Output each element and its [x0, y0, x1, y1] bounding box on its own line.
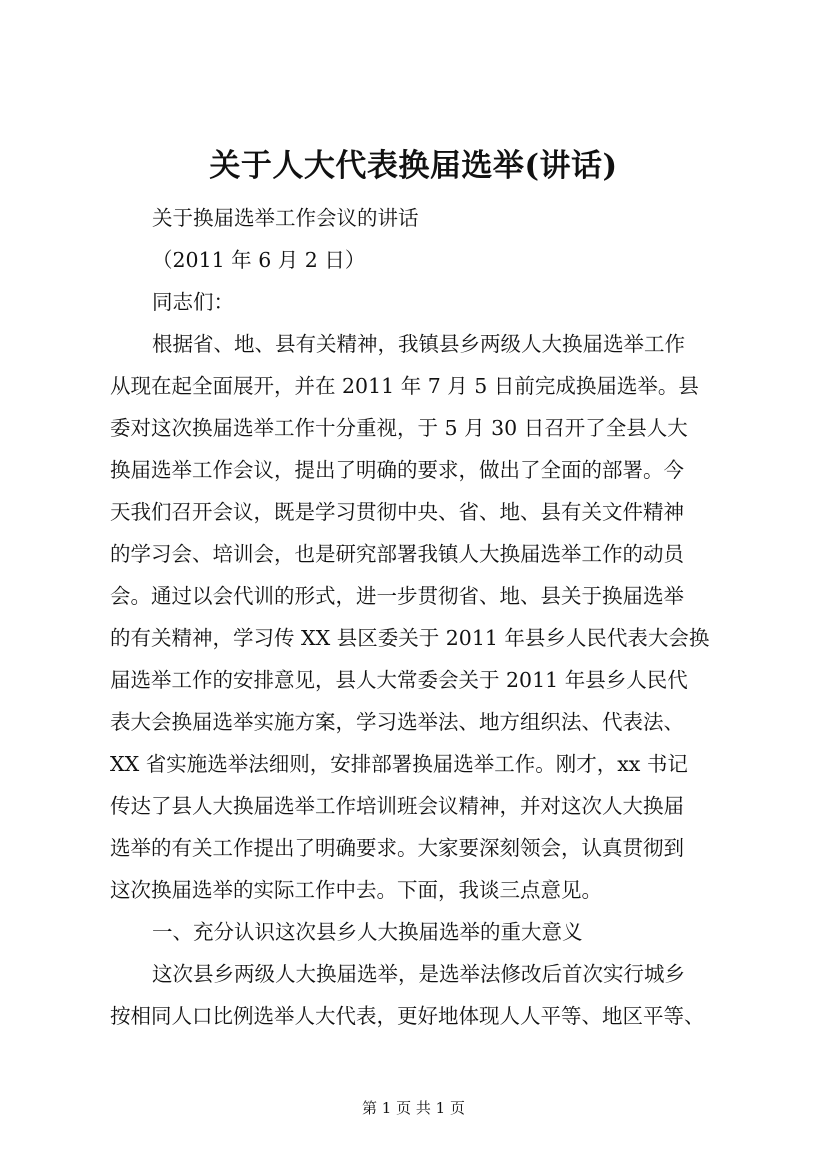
text-line: 同志们：	[152, 290, 234, 314]
document-body	[110, 197, 722, 1037]
text-line: 的有关精神，学习传 XX 县区委关于 2011 年县乡人民代表大会换	[110, 626, 710, 650]
text-line: 这次换届选举的实际工作中去。下面，我谈三点意见。	[110, 878, 602, 902]
text-line: 选举的有关工作提出了明确要求。大家要深刻领会，认真贯彻到	[110, 836, 684, 860]
text-line: 表大会换届选举实施方案，学习选举法、地方组织法、代表法、	[110, 710, 684, 734]
document-title: 关于人大代表换届选举(讲话)	[209, 148, 618, 184]
text-line: （2011 年 6 月 2 日）	[152, 248, 366, 272]
text-line: 根据省、地、县有关精神，我镇县乡两级人大换届选举工作	[152, 332, 685, 356]
page-footer: 第 1 页 共 1 页	[362, 1099, 465, 1117]
text-line: 一、充分认识这次县乡人大换届选举的重大意义	[152, 920, 583, 944]
text-line: 的学习会、培训会，也是研究部署我镇人大换届选举工作的动员	[110, 542, 684, 566]
text-line: 天我们召开会议，既是学习贯彻中央、省、地、县有关文件精神	[110, 500, 684, 524]
text-line: 委对这次换届选举工作十分重视，于 5 月 30 日召开了全县人大	[110, 416, 688, 440]
text-line: 这次县乡两级人大换届选举，是选举法修改后首次实行城乡	[152, 962, 685, 986]
text-line: 会。通过以会代训的形式，进一步贯彻省、地、县关于换届选举	[110, 584, 684, 608]
text-line: XX 省实施选举法细则，安排部署换届选举工作。刚才，xx 书记	[110, 752, 688, 776]
text-line: 从现在起全面展开，并在 2011 年 7 月 5 日前完成换届选举。县	[110, 374, 699, 398]
text-line: 传达了县人大换届选举工作培训班会议精神，并对这次人大换届	[110, 794, 684, 818]
text-line: 换届选举工作会议，提出了明确的要求，做出了全面的部署。今	[110, 458, 684, 482]
text-line: 关于换届选举工作会议的讲话	[152, 206, 419, 230]
text-line: 按相同人口比例选举人大代表，更好地体现人人平等、地区平等、	[110, 1004, 705, 1028]
text-line: 届选举工作的安排意见，县人大常委会关于 2011 年县乡人民代	[110, 668, 688, 692]
